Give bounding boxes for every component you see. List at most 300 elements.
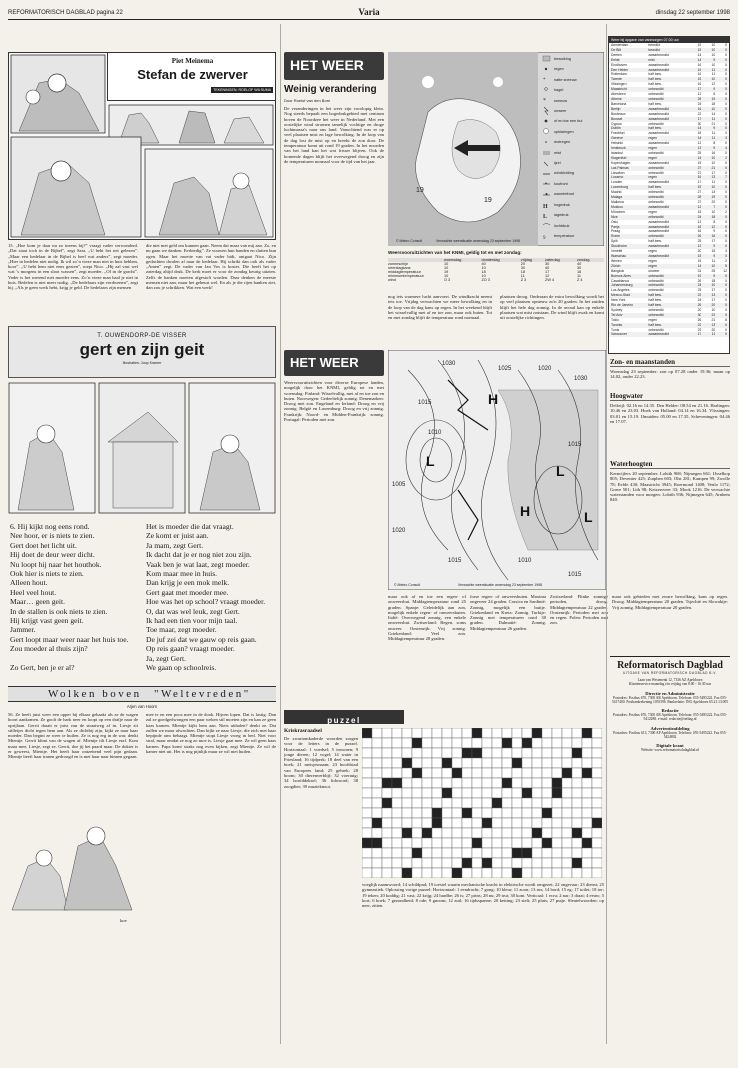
crossword-cell[interactable] [472, 858, 482, 868]
crossword-cell[interactable] [532, 768, 542, 778]
crossword-cell[interactable] [492, 848, 502, 858]
crossword-cell[interactable] [392, 838, 402, 848]
crossword-cell[interactable] [422, 868, 432, 878]
crossword-cell[interactable] [552, 808, 562, 818]
crossword-cell[interactable] [522, 728, 532, 738]
crossword-cell[interactable] [482, 768, 492, 778]
crossword-cell[interactable] [522, 858, 532, 868]
crossword-cell[interactable] [472, 808, 482, 818]
crossword-cell[interactable] [522, 798, 532, 808]
crossword-cell[interactable] [392, 778, 402, 788]
crossword-cell[interactable] [382, 808, 392, 818]
crossword-cell[interactable] [452, 728, 462, 738]
crossword-cell[interactable] [482, 798, 492, 808]
crossword-cell[interactable] [572, 728, 582, 738]
crossword-cell[interactable] [412, 768, 422, 778]
crossword-grid[interactable] [362, 728, 602, 878]
crossword-cell[interactable] [402, 758, 412, 768]
crossword-cell[interactable] [442, 728, 452, 738]
crossword-cell[interactable] [402, 778, 412, 788]
crossword-cell[interactable] [532, 858, 542, 868]
crossword-cell[interactable] [532, 758, 542, 768]
crossword-cell[interactable] [372, 828, 382, 838]
crossword-cell[interactable] [522, 738, 532, 748]
crossword-cell[interactable] [552, 748, 562, 758]
crossword-cell[interactable] [422, 828, 432, 838]
crossword-cell[interactable] [572, 768, 582, 778]
crossword-cell[interactable] [492, 738, 502, 748]
crossword-cell[interactable] [542, 728, 552, 738]
crossword-cell[interactable] [392, 808, 402, 818]
crossword-cell[interactable] [562, 738, 572, 748]
crossword-cell[interactable] [362, 848, 372, 858]
crossword-cell[interactable] [562, 868, 572, 878]
crossword-cell[interactable] [462, 808, 472, 818]
crossword-cell[interactable] [452, 808, 462, 818]
crossword-cell[interactable] [442, 848, 452, 858]
crossword-cell[interactable] [482, 838, 492, 848]
crossword-cell[interactable] [442, 858, 452, 868]
crossword-cell[interactable] [582, 848, 592, 858]
crossword-cell[interactable] [592, 848, 602, 858]
crossword-cell[interactable] [362, 798, 372, 808]
crossword-cell[interactable] [452, 868, 462, 878]
crossword-cell[interactable] [382, 748, 392, 758]
crossword-cell[interactable] [412, 748, 422, 758]
crossword-cell[interactable] [512, 858, 522, 868]
crossword-cell[interactable] [482, 858, 492, 868]
crossword-cell[interactable] [362, 768, 372, 778]
crossword-cell[interactable] [502, 828, 512, 838]
crossword-cell[interactable] [422, 758, 432, 768]
crossword-cell[interactable] [572, 788, 582, 798]
crossword-cell[interactable] [412, 778, 422, 788]
crossword-cell[interactable] [532, 738, 542, 748]
crossword-cell[interactable] [442, 838, 452, 848]
crossword-cell[interactable] [452, 818, 462, 828]
crossword-cell[interactable] [592, 808, 602, 818]
crossword-cell[interactable] [552, 758, 562, 768]
crossword-cell[interactable] [392, 728, 402, 738]
crossword-cell[interactable] [532, 798, 542, 808]
crossword-cell[interactable] [562, 848, 572, 858]
crossword-cell[interactable] [542, 828, 552, 838]
crossword-cell[interactable] [462, 798, 472, 808]
crossword-cell[interactable] [552, 728, 562, 738]
crossword-cell[interactable] [422, 728, 432, 738]
crossword-cell[interactable] [362, 818, 372, 828]
crossword-cell[interactable] [482, 778, 492, 788]
crossword-cell[interactable] [592, 748, 602, 758]
crossword-cell[interactable] [412, 758, 422, 768]
crossword-cell[interactable] [392, 748, 402, 758]
crossword-cell[interactable] [522, 788, 532, 798]
crossword-cell[interactable] [512, 808, 522, 818]
crossword-cell[interactable] [412, 788, 422, 798]
crossword-cell[interactable] [532, 728, 542, 738]
crossword-cell[interactable] [392, 738, 402, 748]
crossword-cell[interactable] [592, 758, 602, 768]
crossword-cell[interactable] [492, 818, 502, 828]
crossword-cell[interactable] [572, 738, 582, 748]
crossword-cell[interactable] [482, 738, 492, 748]
crossword-cell[interactable] [542, 818, 552, 828]
crossword-cell[interactable] [472, 728, 482, 738]
crossword-cell[interactable] [522, 768, 532, 778]
crossword-cell[interactable] [462, 848, 472, 858]
crossword-cell[interactable] [532, 838, 542, 848]
crossword-cell[interactable] [392, 858, 402, 868]
crossword-cell[interactable] [512, 748, 522, 758]
crossword-cell[interactable] [492, 828, 502, 838]
crossword-cell[interactable] [362, 838, 372, 848]
crossword-cell[interactable] [552, 858, 562, 868]
crossword-cell[interactable] [582, 748, 592, 758]
crossword-cell[interactable] [562, 748, 572, 758]
crossword-cell[interactable] [452, 778, 462, 788]
crossword-cell[interactable] [592, 858, 602, 868]
crossword-cell[interactable] [482, 728, 492, 738]
crossword-cell[interactable] [582, 728, 592, 738]
crossword-cell[interactable] [422, 808, 432, 818]
crossword-cell[interactable] [432, 868, 442, 878]
crossword-cell[interactable] [542, 858, 552, 868]
crossword-cell[interactable] [382, 798, 392, 808]
crossword-cell[interactable] [532, 808, 542, 818]
crossword-cell[interactable] [462, 758, 472, 768]
crossword-cell[interactable] [472, 778, 482, 788]
crossword-cell[interactable] [502, 808, 512, 818]
crossword-cell[interactable] [462, 768, 472, 778]
crossword-cell[interactable] [562, 858, 572, 868]
crossword-cell[interactable] [492, 798, 502, 808]
crossword-cell[interactable] [492, 788, 502, 798]
crossword-cell[interactable] [472, 868, 482, 878]
crossword-cell[interactable] [482, 808, 492, 818]
crossword-cell[interactable] [492, 728, 502, 738]
crossword-cell[interactable] [442, 788, 452, 798]
crossword-cell[interactable] [532, 788, 542, 798]
crossword-cell[interactable] [422, 818, 432, 828]
crossword-cell[interactable] [572, 798, 582, 808]
crossword-cell[interactable] [522, 838, 532, 848]
crossword-cell[interactable] [372, 778, 382, 788]
crossword-cell[interactable] [422, 748, 432, 758]
crossword-cell[interactable] [562, 828, 572, 838]
crossword-cell[interactable] [432, 788, 442, 798]
crossword-cell[interactable] [592, 868, 602, 878]
crossword-cell[interactable] [522, 848, 532, 858]
crossword-cell[interactable] [592, 788, 602, 798]
crossword-cell[interactable] [502, 788, 512, 798]
crossword-cell[interactable] [392, 788, 402, 798]
crossword-cell[interactable] [582, 738, 592, 748]
crossword-cell[interactable] [392, 828, 402, 838]
crossword-cell[interactable] [502, 778, 512, 788]
crossword-cell[interactable] [562, 838, 572, 848]
crossword-cell[interactable] [512, 768, 522, 778]
crossword-cell[interactable] [362, 868, 372, 878]
crossword-cell[interactable] [462, 728, 472, 738]
crossword-cell[interactable] [402, 748, 412, 758]
crossword-cell[interactable] [402, 738, 412, 748]
crossword-cell[interactable] [562, 788, 572, 798]
crossword-cell[interactable] [512, 738, 522, 748]
crossword-cell[interactable] [512, 728, 522, 738]
crossword-cell[interactable] [582, 858, 592, 868]
crossword-cell[interactable] [392, 798, 402, 808]
crossword-cell[interactable] [452, 848, 462, 858]
crossword-cell[interactable] [522, 748, 532, 758]
crossword-cell[interactable] [372, 728, 382, 738]
crossword-cell[interactable] [422, 848, 432, 858]
crossword-cell[interactable] [562, 778, 572, 788]
crossword-cell[interactable] [402, 838, 412, 848]
crossword-cell[interactable] [412, 838, 422, 848]
crossword-cell[interactable] [362, 728, 372, 738]
crossword-cell[interactable] [382, 838, 392, 848]
crossword-cell[interactable] [372, 838, 382, 848]
crossword-cell[interactable] [452, 798, 462, 808]
crossword-cell[interactable] [502, 798, 512, 808]
crossword-cell[interactable] [472, 748, 482, 758]
crossword-cell[interactable] [462, 828, 472, 838]
crossword-cell[interactable] [372, 848, 382, 858]
crossword-cell[interactable] [402, 728, 412, 738]
crossword-cell[interactable] [452, 828, 462, 838]
crossword-cell[interactable] [472, 848, 482, 858]
crossword-cell[interactable] [592, 798, 602, 808]
crossword-cell[interactable] [542, 748, 552, 758]
crossword-cell[interactable] [372, 868, 382, 878]
crossword-cell[interactable] [372, 748, 382, 758]
crossword-cell[interactable] [582, 788, 592, 798]
crossword-cell[interactable] [542, 778, 552, 788]
crossword-cell[interactable] [542, 738, 552, 748]
crossword-cell[interactable] [552, 838, 562, 848]
crossword-cell[interactable] [382, 788, 392, 798]
crossword-cell[interactable] [572, 838, 582, 848]
crossword-cell[interactable] [382, 848, 392, 858]
crossword-cell[interactable] [432, 738, 442, 748]
crossword-cell[interactable] [502, 738, 512, 748]
crossword-cell[interactable] [582, 868, 592, 878]
crossword-cell[interactable] [532, 748, 542, 758]
crossword-cell[interactable] [412, 738, 422, 748]
crossword-cell[interactable] [452, 788, 462, 798]
crossword-cell[interactable] [562, 818, 572, 828]
crossword-cell[interactable] [422, 768, 432, 778]
crossword-cell[interactable] [552, 818, 562, 828]
crossword-cell[interactable] [462, 748, 472, 758]
crossword-cell[interactable] [482, 788, 492, 798]
crossword-cell[interactable] [522, 828, 532, 838]
crossword-cell[interactable] [502, 848, 512, 858]
crossword-cell[interactable] [362, 828, 372, 838]
crossword-cell[interactable] [572, 778, 582, 788]
crossword-cell[interactable] [472, 738, 482, 748]
crossword-cell[interactable] [422, 838, 432, 848]
crossword-cell[interactable] [462, 818, 472, 828]
crossword-cell[interactable] [532, 848, 542, 858]
crossword-cell[interactable] [542, 868, 552, 878]
crossword-cell[interactable] [372, 818, 382, 828]
crossword-cell[interactable] [592, 828, 602, 838]
crossword-cell[interactable] [362, 788, 372, 798]
crossword-cell[interactable] [572, 758, 582, 768]
crossword-cell[interactable] [542, 848, 552, 858]
crossword-cell[interactable] [472, 768, 482, 778]
crossword-cell[interactable] [382, 778, 392, 788]
crossword-cell[interactable] [362, 748, 372, 758]
crossword-cell[interactable] [462, 738, 472, 748]
crossword-cell[interactable] [472, 828, 482, 838]
crossword-cell[interactable] [572, 868, 582, 878]
crossword-cell[interactable] [402, 818, 412, 828]
crossword-cell[interactable] [442, 798, 452, 808]
crossword-cell[interactable] [572, 818, 582, 828]
crossword-cell[interactable] [382, 738, 392, 748]
crossword-cell[interactable] [392, 848, 402, 858]
crossword-cell[interactable] [572, 828, 582, 838]
crossword-cell[interactable] [372, 738, 382, 748]
crossword-cell[interactable] [542, 798, 552, 808]
crossword-cell[interactable] [592, 738, 602, 748]
crossword-cell[interactable] [382, 828, 392, 838]
crossword-cell[interactable] [452, 858, 462, 868]
crossword-cell[interactable] [572, 748, 582, 758]
crossword-cell[interactable] [512, 778, 522, 788]
crossword-cell[interactable] [382, 858, 392, 868]
crossword-cell[interactable] [502, 768, 512, 778]
crossword-cell[interactable] [372, 788, 382, 798]
crossword-cell[interactable] [412, 808, 422, 818]
crossword-cell[interactable] [532, 778, 542, 788]
crossword-cell[interactable] [522, 778, 532, 788]
crossword-cell[interactable] [432, 778, 442, 788]
crossword-cell[interactable] [382, 818, 392, 828]
crossword-cell[interactable] [572, 848, 582, 858]
crossword-cell[interactable] [482, 758, 492, 768]
crossword-cell[interactable] [382, 758, 392, 768]
crossword-cell[interactable] [472, 798, 482, 808]
crossword-cell[interactable] [592, 778, 602, 788]
crossword-cell[interactable] [462, 858, 472, 868]
crossword-cell[interactable] [502, 748, 512, 758]
crossword-cell[interactable] [402, 828, 412, 838]
crossword-cell[interactable] [432, 768, 442, 778]
crossword-cell[interactable] [432, 818, 442, 828]
crossword-cell[interactable] [502, 758, 512, 768]
crossword-cell[interactable] [512, 868, 522, 878]
crossword-cell[interactable] [442, 768, 452, 778]
crossword-cell[interactable] [552, 828, 562, 838]
crossword-cell[interactable] [392, 818, 402, 828]
crossword-cell[interactable] [402, 768, 412, 778]
crossword-cell[interactable] [592, 818, 602, 828]
crossword-cell[interactable] [462, 778, 472, 788]
crossword-cell[interactable] [552, 868, 562, 878]
crossword-cell[interactable] [432, 838, 442, 848]
crossword-cell[interactable] [402, 788, 412, 798]
crossword-cell[interactable] [422, 798, 432, 808]
crossword-cell[interactable] [372, 858, 382, 868]
crossword-cell[interactable] [492, 778, 502, 788]
crossword-cell[interactable] [462, 868, 472, 878]
crossword-cell[interactable] [472, 758, 482, 768]
crossword-cell[interactable] [582, 838, 592, 848]
crossword-cell[interactable] [492, 748, 502, 758]
crossword-cell[interactable] [552, 798, 562, 808]
crossword-cell[interactable] [452, 738, 462, 748]
crossword-cell[interactable] [592, 728, 602, 738]
crossword-cell[interactable] [372, 758, 382, 768]
crossword-cell[interactable] [522, 758, 532, 768]
crossword-cell[interactable] [422, 778, 432, 788]
crossword-cell[interactable] [502, 728, 512, 738]
crossword-cell[interactable] [412, 728, 422, 738]
crossword-cell[interactable] [372, 808, 382, 818]
crossword-cell[interactable] [462, 838, 472, 848]
crossword-cell[interactable] [432, 828, 442, 838]
crossword-cell[interactable] [432, 728, 442, 738]
crossword-cell[interactable] [392, 758, 402, 768]
crossword-cell[interactable] [482, 748, 492, 758]
crossword-cell[interactable] [452, 748, 462, 758]
crossword-cell[interactable] [492, 758, 502, 768]
crossword-cell[interactable] [582, 798, 592, 808]
crossword-cell[interactable] [542, 808, 552, 818]
crossword-cell[interactable] [502, 838, 512, 848]
crossword-cell[interactable] [432, 858, 442, 868]
crossword-cell[interactable] [542, 758, 552, 768]
crossword-cell[interactable] [422, 858, 432, 868]
crossword-cell[interactable] [362, 738, 372, 748]
crossword-cell[interactable] [542, 788, 552, 798]
crossword-cell[interactable] [502, 858, 512, 868]
crossword-cell[interactable] [532, 818, 542, 828]
crossword-cell[interactable] [562, 758, 572, 768]
crossword-cell[interactable] [482, 868, 492, 878]
crossword-cell[interactable] [522, 868, 532, 878]
crossword-cell[interactable] [562, 728, 572, 738]
crossword-cell[interactable] [512, 758, 522, 768]
crossword-cell[interactable] [582, 758, 592, 768]
crossword-cell[interactable] [432, 798, 442, 808]
crossword-cell[interactable] [592, 838, 602, 848]
crossword-cell[interactable] [542, 838, 552, 848]
crossword-cell[interactable] [442, 778, 452, 788]
crossword-cell[interactable] [522, 818, 532, 828]
crossword-cell[interactable] [442, 818, 452, 828]
crossword-cell[interactable] [412, 848, 422, 858]
crossword-cell[interactable] [382, 728, 392, 738]
crossword-cell[interactable] [362, 808, 372, 818]
crossword-cell[interactable] [572, 858, 582, 868]
crossword-cell[interactable] [362, 778, 372, 788]
crossword-cell[interactable] [582, 808, 592, 818]
crossword-cell[interactable] [552, 768, 562, 778]
crossword-cell[interactable] [402, 868, 412, 878]
crossword-cell[interactable] [422, 788, 432, 798]
crossword-cell[interactable] [492, 768, 502, 778]
crossword-cell[interactable] [562, 808, 572, 818]
crossword-cell[interactable] [512, 788, 522, 798]
crossword-cell[interactable] [442, 748, 452, 758]
crossword-cell[interactable] [402, 808, 412, 818]
crossword-cell[interactable] [572, 808, 582, 818]
crossword-cell[interactable] [512, 828, 522, 838]
